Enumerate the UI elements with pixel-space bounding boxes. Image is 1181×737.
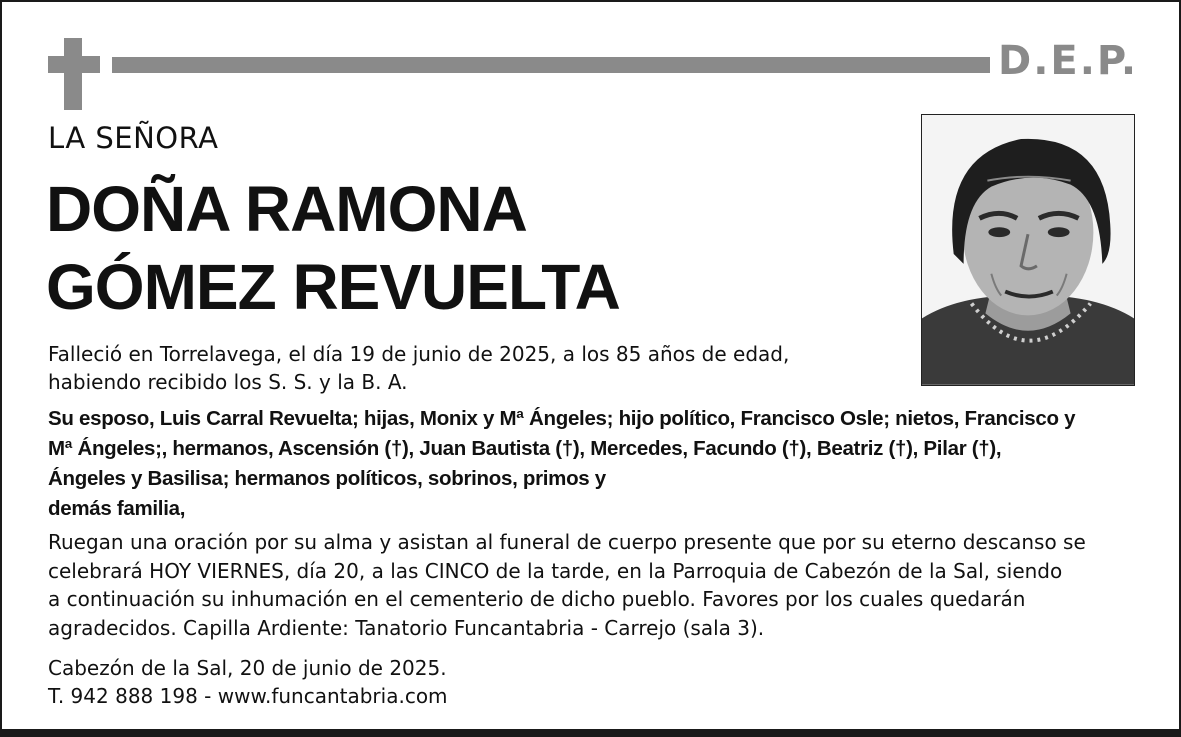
- family-list: [48, 404, 1158, 524]
- funeral-line1: Ruegan una oración por su alma y asistan al funeral de cuerpo presente que por su eterno descanso se: [48, 530, 1086, 554]
- honorific: LA SEÑORA: [48, 121, 219, 155]
- contact-info: T. 942 888 198 - www.funcantabria.com: [48, 684, 448, 708]
- death-notice-line2: habiendo recibido los S. S. y la B. A.: [48, 370, 408, 394]
- family-line3: Ángeles y Basilisa; hermanos políticos, sobrinos, primos y: [48, 467, 606, 490]
- deceased-photo: [921, 114, 1135, 386]
- portrait-image: [922, 115, 1134, 385]
- funeral-line4: agradecidos. Capilla Ardiente: Tanatorio Funcantabria - Carrejo (sala 3).: [48, 615, 765, 640]
- deceased-name-line2: GÓMEZ REVUELTA: [46, 251, 620, 323]
- family-line4: demás familia,: [48, 497, 186, 520]
- dep-label: D.E.P.: [998, 38, 1139, 84]
- family-line1: Su esposo, Luis Carral Revuelta; hijas, Monix y Mª Ángeles; hijo político, Francisco Osle; nietos, Francisco y: [48, 407, 1076, 430]
- footer: [48, 654, 448, 710]
- death-notice-line1: Falleció en Torrelavega, el día 19 de junio de 2025, a los 85 años de edad,: [48, 342, 790, 366]
- deceased-name-line1: DOÑA RAMONA: [46, 173, 527, 245]
- cross-vertical-bar: [64, 38, 82, 110]
- funeral-line2: celebrará HOY VIERNES, día 20, a las CINCO de la tarde, en la Parroquia de Cabezón de la Sal, siendo: [48, 558, 1063, 583]
- place-date: Cabezón de la Sal, 20 de junio de 2025.: [48, 656, 447, 680]
- funeral-line3: a continuación su inhumación en el cementerio de dicho pueblo. Favores por los cuales quedarán: [48, 587, 1026, 611]
- header-rule: [112, 57, 990, 73]
- death-notice: [48, 340, 908, 396]
- deceased-name: [46, 170, 620, 326]
- family-line2: Mª Ángeles;, hermanos, Ascensión (†), Juan Bautista (†), Mercedes, Facundo (†), Beatriz (†), Pilar (†),: [48, 437, 1002, 460]
- funeral-announcement: [48, 528, 1158, 642]
- cross-horizontal-bar: [48, 56, 100, 73]
